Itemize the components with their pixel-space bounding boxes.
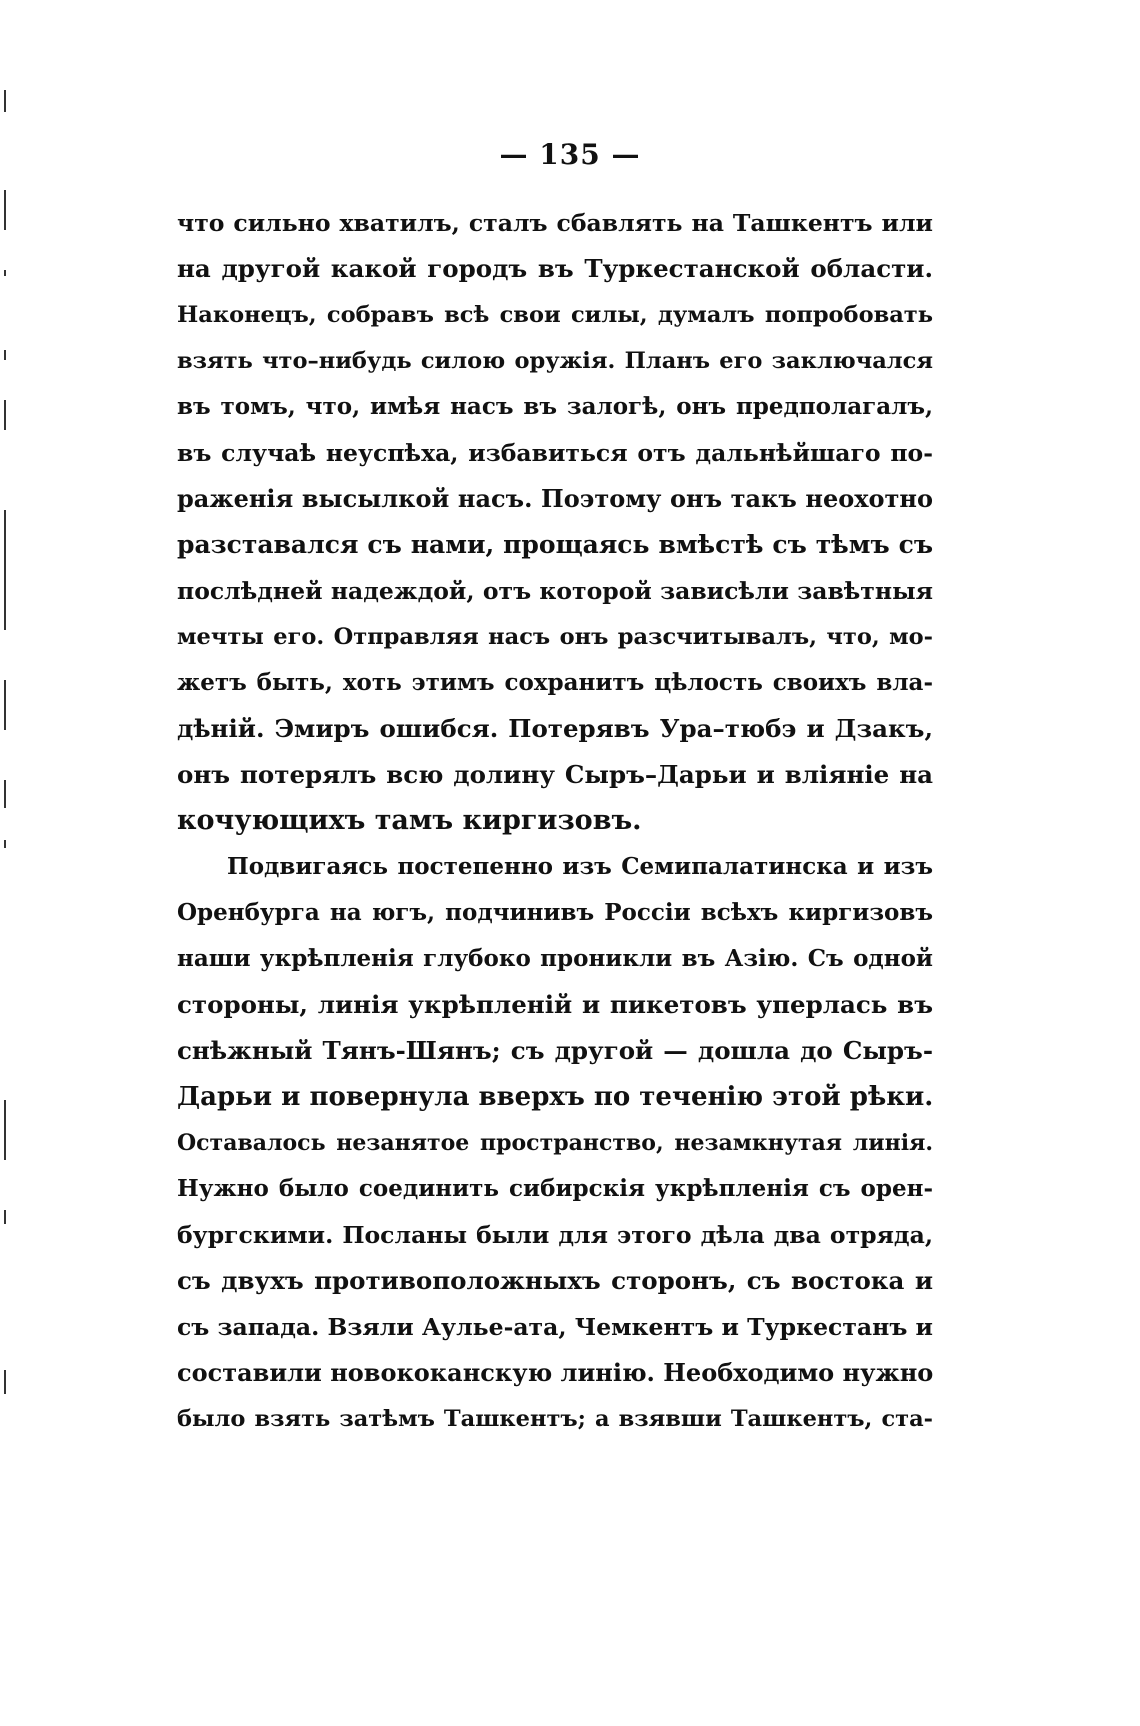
text-line: на другой какой городъ въ Туркестанской области.	[177, 254, 933, 283]
text-line: онъ потерялъ всю долину Сыръ–Дарьи и вліяніе на	[177, 760, 933, 789]
text-line: снѣжный Тянъ-Шянъ; съ другой — дошла до Сыръ-	[177, 1036, 933, 1065]
page-edge-binding	[0, 80, 14, 1520]
text-line: что сильно хватилъ, сталъ сбавлять на Ташкентъ или	[177, 209, 933, 237]
text-line: стороны, линія укрѣпленій и пикетовъ уперлась въ	[177, 990, 933, 1019]
text-line: Подвигаясь постепенно изъ Семипалатинска и изъ	[227, 853, 933, 880]
text-line: разставался съ нами, прощаясь вмѣстѣ съ тѣмъ съ	[177, 530, 933, 559]
text-line: Оренбурга на югъ, подчинивъ Россіи всѣхъ киргизовъ	[177, 899, 933, 926]
paragraph-2	[177, 844, 933, 1442]
text-line: бургскими. Посланы были для этого дѣла два отряда,	[177, 1221, 933, 1249]
text-line: мечты его. Отправляя насъ онъ разсчитывалъ, что, мо-	[177, 624, 933, 650]
page-number: — 135 —	[499, 138, 641, 171]
text-line: Оставалось незанятое пространство, незамкнутая линія.	[177, 1130, 933, 1156]
text-line: съ двухъ противоположныхъ сторонъ, съ востока и	[177, 1266, 933, 1295]
text-line: кочующихъ тамъ киргизовъ.	[177, 805, 642, 836]
text-line: составили новококанскую линію. Необходимо нужно	[177, 1358, 933, 1387]
text-line: въ случаѣ неуспѣха, избавиться отъ дальнѣйшаго по-	[177, 439, 933, 467]
text-line: раженія высылкой насъ. Поэтому онъ такъ неохотно	[177, 484, 933, 513]
body-text	[177, 200, 933, 1442]
text-line: жетъ быть, хоть этимъ сохранитъ цѣлость своихъ вла-	[177, 669, 933, 696]
text-line: Дарьи и повернула вверхъ по теченію этой рѣки.	[177, 1082, 933, 1112]
text-line: съ запада. Взяли Аулье-ата, Чемкентъ и Туркестанъ и	[177, 1313, 933, 1341]
text-line: въ томъ, что, имѣя насъ въ залогѣ, онъ предполагалъ,	[177, 393, 933, 420]
text-line: дѣній. Эмиръ ошибся. Потерявъ Ура–тюбэ и Дзакъ,	[177, 714, 933, 743]
text-line: взять что–нибудь силою оружія. Планъ его заключался	[177, 348, 933, 374]
text-line: Нужно было соединить сибирскія укрѣпленія съ орен-	[177, 1175, 933, 1202]
text-line: Наконецъ, собравъ всѣ свои силы, думалъ попробовать	[177, 302, 933, 328]
paragraph-1	[177, 200, 933, 844]
text-line: послѣдней надеждой, отъ которой зависѣли завѣтныя	[177, 577, 933, 605]
text-line: было взять затѣмъ Ташкентъ; а взявши Ташкентъ, ста-	[177, 1406, 933, 1432]
text-line: наши укрѣпленія глубоко проникли въ Азію. Съ одной	[177, 945, 933, 972]
